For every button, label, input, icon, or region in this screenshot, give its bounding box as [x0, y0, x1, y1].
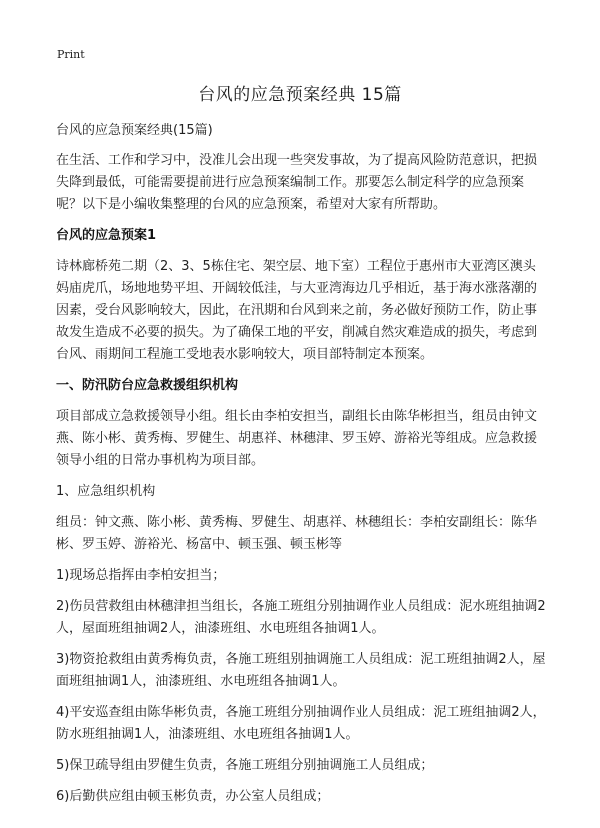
subsection-heading: 一、防汛防台应急救援组织机构 — [56, 378, 239, 393]
section-paragraph: 诗林廊桥苑二期（2、3、5栋住宅、架空层、地下室）工程位于惠州市大亚湾区澳头妈庙虎爪，场地地势平坦、开阔较低洼，与大亚湾海边几乎相近，基于海水涨落潮的因素，受台风影响较大，因此，在汛期和台风到来之前，务必做好预防工作，防止事故发生造成不必要的损失。为了确保工地的平安，削减自然灾难造成的损失，考虑到台风、雨期间工程施工受地表水影响较大，项目部特制定本预案。 — [56, 259, 538, 362]
document-subtitle: 台风的应急预案经典(15篇) — [56, 123, 213, 138]
page-title: 台风的应急预案经典 15篇 — [198, 85, 402, 105]
list-item: 4)平安巡查组由陈华彬负责，各施工班组分别抽调作业人员组成：泥工班组抽调2人，防水班组抽调1人，油漆班组、水电班组各抽调1人。 — [56, 705, 546, 742]
list-item: 6)后勤供应组由顿玉彬负责，办公室人员组成； — [56, 789, 330, 804]
intro-paragraph: 在生活、工作和学习中，没准儿会出现一些突发事故，为了提高风险防范意识，把损失降到最低，可能需要提前进行应急预案编制工作。那要怎么制定科学的应急预案呢？以下是小编收集整理的台风的应急预案，希望对大家有所帮助。 — [56, 153, 538, 212]
section-heading: 台风的应急预案1 — [56, 228, 157, 243]
print-link[interactable]: Print — [57, 48, 85, 61]
list-item: 1)现场总指挥由李柏安担当； — [56, 568, 226, 583]
item-heading: 1、应急组织机构 — [56, 484, 156, 499]
members-paragraph: 组员：钟文燕、陈小彬、黄秀梅、罗健生、胡惠祥、林穗组长：李柏安副组长：陈华彬、罗玉婷、游裕光、杨富中、顿玉强、顿玉彬等 — [56, 515, 538, 552]
list-item: 5)保卫疏导组由罗健生负责，各施工班组分别抽调施工人员组成； — [56, 758, 434, 773]
document-body — [56, 120, 546, 817]
subsection-paragraph: 项目部成立急救援领导小组。组长由李柏安担当，副组长由陈华彬担当，组员由钟文燕、陈小彬、黄秀梅、罗健生、胡惠祥、林穗津、罗玉婷、游裕光等组成。应急救援领导小组的日常办事机构为项目部。 — [56, 409, 538, 468]
list-item: 3)物资抢救组由黄秀梅负责，各施工班组别抽调施工人员组成：泥工班组抽调2人，屋面班组抽调1人，油漆班组、水电班组各抽调1人。 — [56, 652, 546, 689]
list-item: 2)伤员营救组由林穗津担当组长，各施工班组分别抽调作业人员组成：泥水班组抽调2人，屋面班组抽调2人，油漆班组、水电班组各抽调1人。 — [56, 599, 546, 636]
